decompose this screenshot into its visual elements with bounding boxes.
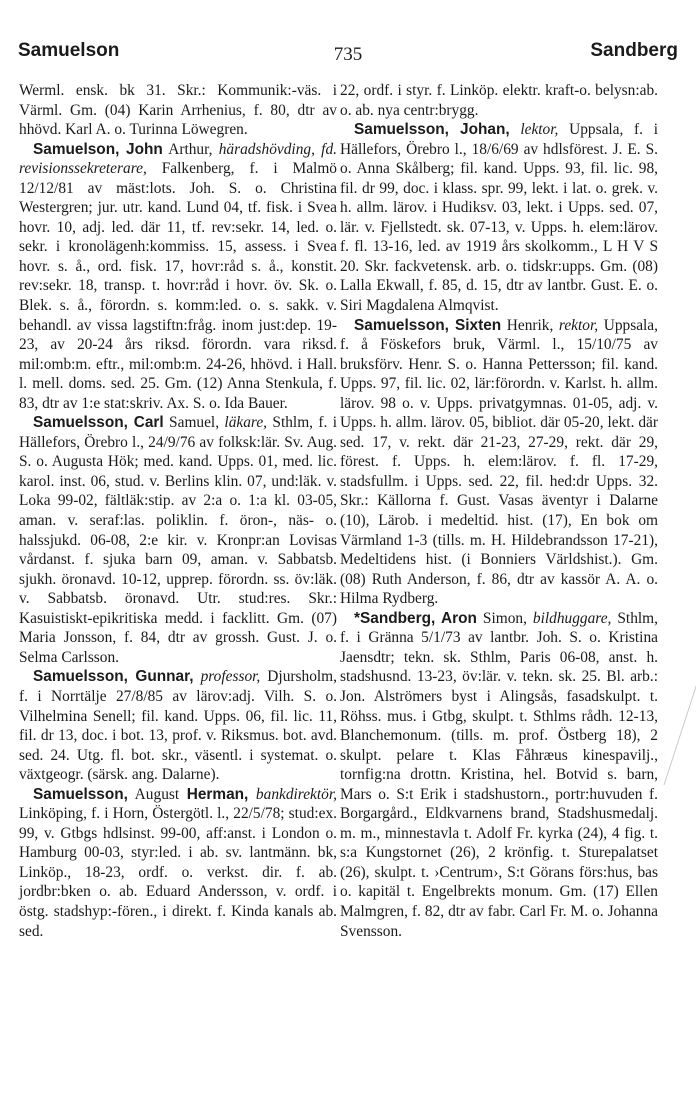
entry-title: rektor, <box>558 316 599 334</box>
entry-name-called: Herman, <box>186 785 249 803</box>
entry-name: Samuelsson, Gunnar, <box>33 668 194 686</box>
entry-title: bankdirektör, <box>255 785 337 803</box>
entry-given-names: August <box>127 785 187 803</box>
left-column <box>19 81 337 941</box>
entry-samuelsson-carl <box>19 413 337 667</box>
entry-samuelson-john <box>19 140 337 414</box>
margin-pencil-mark <box>664 665 696 785</box>
entry-text: Sthlm, f. i Hällefors, Örebro l., 24/9/76 av folksk:lär. Sv. Aug. S. o. Augusta Hök; med. kand. Upps. 01, med. lic. karol. inst. 06, stud. v. Berlins klin. 07, und:läk. v. Loka 99-02, fältläk:stip. av 2:a o. 1:a kl. 03-05, aman. v. seraf:las. poliklin. f. öron-, näs- o. halssjukd. 06-08, 2:e kir. v. Kronpr:an Lovisas vårdanst. f. sjuka barn 09, aman. v. Sabbatsb. sjukh. öronavd. 10-12, upprep. förordn. ss. öv:läk. v. Sabbatsb. öronavd. Utr. stud:res. Skr.: Kasuistiskt-epikritiska medd. i facklitt. Gm. (07) Maria Jonsson, f. 84, dtr av grossh. Gust. J. o. Selma Carlsson. <box>19 414 337 666</box>
entry-samuelsson-sixten <box>340 316 658 609</box>
entry-title: bildhuggare, <box>532 609 612 627</box>
entry-title: professor, <box>200 668 261 686</box>
entry-continuation <box>340 81 658 120</box>
right-column <box>340 81 658 941</box>
entry-given-names: Samuel, <box>163 414 225 432</box>
entry-text: 22, ordf. i styr. f. Linköp. elektr. kraft-o. belysn:ab. o. ab. nya centr:brygg. <box>340 82 658 119</box>
entry-title: läkare, <box>224 414 268 432</box>
entry-name: Samuelsson, <box>33 785 128 803</box>
entry-sandberg-aron <box>340 609 658 941</box>
entry-continuation <box>19 81 337 140</box>
entry-samuelsson-gunnar <box>19 667 337 784</box>
entry-given-names <box>194 668 201 685</box>
entry-name: Samuelsson, Sixten <box>354 316 502 334</box>
entry-text: Falkenberg, f. i Malmö 12/12/81 av mäst:lots. Joh. S. o. Christina Westergren; jur. utr. kand. Lund 04, tf. fisk. i Svea hovr. 10, adj. led. där 11, tf. rev:sekr. 14, led. o. sekr. i kronolägenh:kommiss. 15, assess. i Svea hovr. s. å., ord. fisk. 17, hovr:råd s. å., konstit. rev:sekr. 18, transp. t. hovr:råd i hovr. öv. Sk. o. Blek. s. å., förordn. s. komm:led. o. s. sakk. v. behandl. av vissa lagstiftn:fråg. inom just:dep. 19-23, av 20-24 års riksd. förordn. vara riksd. mil:omb:m. eftr., mil:omb:m. 24-26, hhövd. i Hall. l. mell. doms. sed. 25. Gm. (12) Anna Stenkula, f. 83, dtr av 1:e stat:skriv. Ax. S. o. Ida Bauer. <box>19 160 337 412</box>
entry-samuelsson-johan <box>340 120 658 315</box>
entry-text: Sthlm, f. i Gränna 5/1/73 av lantbr. Joh. S. o. Kristina Jaensdtr; tekn. sk. Sthlm, Paris 06-08, anst. h. stadshusnd. 13-23, öv:lär. v. tekn. sk. 25. Bl. arb.: Jon. Alströmers byst i Alingsås, fasadskulpt. t. Röhss. mus. i Gtbg, skulpt. t. Sthlms rådh. 12-13, Blanchemonum. (tills. m. prof. Östberg 18), 2 skulpt. pelare t. Klas Fåhræus kinespavilj., tornfig:na drottn. Kristina, hel. Botvid s. barn, Mars o. S:t Erik i stadshustorn., portr:huvuden f. Borgargård., Eldkvarnens brand, Stadshusmedalj. m. m., minnestavla t. Adolf Fr. kyrka (24), 4 fig. t. s:a Kungstornet (26), 2 krönfig. t. Sturepalatset (26), skulpt. t. ›Centrum›, S:t Görans förs:hus, bas o. kapitäl t. Engelbrekts monum. Gm. (17) Ellen Malmgren, f. 82, dtr av fabr. Carl Fr. M. o. Johanna Svensson. <box>340 609 658 940</box>
header-right-name: Sandberg <box>590 40 678 61</box>
entry-samuelsson-herman <box>19 785 337 941</box>
header-left-name: Samuelson <box>18 40 120 61</box>
entry-name: Samuelsson, Johan, <box>354 121 510 139</box>
entry-given-names: Simon, <box>476 609 533 627</box>
entry-text: Uppsala, f. å Föskefors bruk, Värml. l., 15/10/75 av bruksförv. Henr. S. o. Hanna Pettersson; fil. kand. Upps. 97, fil. lic. 02, lär:förordn. v. Karlst. h. allm. lärov. 98 o. v. Upps. privatgymnas. 01-05, adj. v. Upps. h. allm. lärov. 05, bibliot. där 05-20, lekt. där sed. 17, v. rekt. där 21-23, 27-29, rekt. där 29, förest. f. Upps. h. elem:lärov. f. fl. 17-29, stadsfullm. i Upps. sed. 22, fil. hed:dr Upps. 32. Skr.: Källorna f. Gust. Vasas äventyr i Dalarne (10), Lärob. i medeltid. hist. (17), En bok om Värmland 1-3 (tills. m. H. Hildebrandsson 17-21), Medeltidens hist. (i Bonniers Världshist.). Gm. (08) Ruth Anderson, f. 86, dtr av kassör A. A. o. Hilma Rydberg. <box>340 316 658 608</box>
entry-name: Samuelsson, Carl <box>33 414 164 432</box>
page-number: 735 <box>333 44 363 65</box>
entry-text: Uppsala, f. i Hällefors, Örebro l., 18/6/69 av hdlsförest. J. E. S. o. Anna Skålberg; fil. kand. Upps. 93, fil. lic. 98, fil. dr 99, doc. i klass. spr. 99, lekt. i lat. o. grek. v. h. allm. lärov. i Hudiksv. 03, lekt. i Upps. sed. 07, lär. v. Fjellstedt. sk. 07-13, v. Upps. h. elem:lärov. f. fl. 13-16, led. av 1919 års skolkomm., L H V S 20. Skr. fackvetensk. arb. o. tidskr:upps. Gm. (08) Lalla Ekwall, f. 85, d. 15, dtr av lantbr. Gust. E. o. Siri Magdalena Almqvist. <box>340 121 658 315</box>
running-header <box>18 40 678 68</box>
entry-title: lektor, <box>520 121 559 139</box>
entry-name: *Sandberg, Aron <box>354 609 477 627</box>
entry-name: Samuelson, John <box>33 140 163 158</box>
entry-given-names: Arthur, <box>162 140 219 158</box>
entry-given-names <box>510 121 521 138</box>
entry-title: häradshövding, fd. revisionssekreterare, <box>19 140 337 178</box>
entry-text: Djursholm, f. i Norrtälje 27/8/85 av lärov:adj. Vilh. S. o. Vilhelmina Senell; fil. kand. Upps. 06, fil. lic. 11, fil. dr 13, doc. i bot. 13, prof. v. Riksmus. bot. avd. sed. 24. Utg. fl. bot. skr., väsentl. i systemat. o. växtgeogr. (särsk. ang. Dalarne). <box>19 668 337 784</box>
entry-text: Linköping, f. i Horn, Östergötl. l., 22/5/78; stud:ex. 99, v. Gtbgs hdlsinst. 99-00, aff:anst. i London o. Hamburg 00-03, styr:led. i ab. sv. lantmänn. bk, Linköp., 18-23, ordf. o. verkst. dir. f. ab. jordbr:bken o. ab. Eduard Andersson, v. ordf. i östg. stadshyp:-fören., i direkt. f. Kinda kanals ab. sed. <box>19 805 337 940</box>
entry-given-names: Henrik, <box>501 316 559 334</box>
entry-text: Werml. ensk. bk 31. Skr.: Kommunik:-väs. i Värml. Gm. (04) Karin Arrhenius, f. 80, dtr av hhövd. Karl A. o. Turinna Löwegren. <box>19 82 337 139</box>
